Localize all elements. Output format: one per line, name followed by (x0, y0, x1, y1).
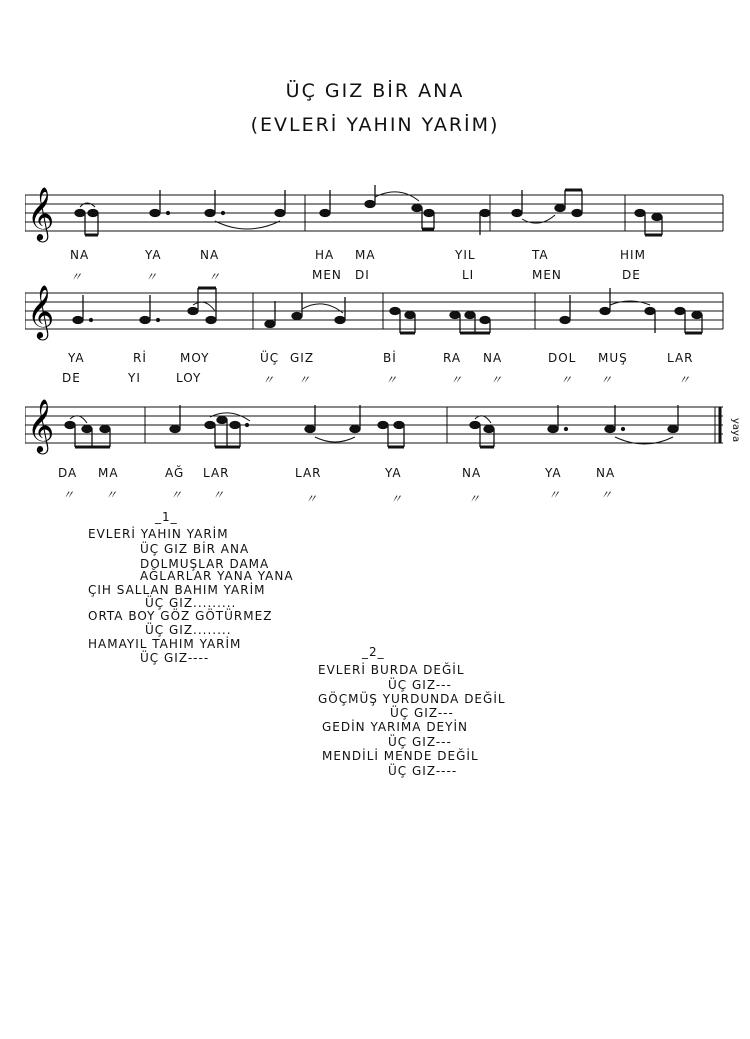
lyric-1-8: HIM (620, 248, 646, 262)
lyric-2-alt-1: DE (62, 371, 81, 385)
lyric-2-alt-4: 〃 (262, 373, 275, 387)
lyric-3-alt-8: 〃 (548, 488, 561, 502)
verse-2-line: GÖÇMÜŞ YURDUNDA DEĞİL (318, 692, 506, 706)
lyric-3-alt-5: 〃 (305, 492, 318, 506)
lyric-3-alt-4: 〃 (212, 488, 225, 502)
lyric-2-alt-6: 〃 (385, 373, 398, 387)
lyric-2-alt-5: 〃 (298, 373, 311, 387)
lyric-3-alt-1: 〃 (62, 488, 75, 502)
staff-line-1 (25, 185, 725, 255)
lyric-1-alt-3: 〃 (208, 270, 221, 284)
lyric-2-8: NA (483, 351, 503, 365)
lyric-2-1: YA (68, 351, 85, 365)
lyric-1-alt-8: DE (622, 268, 641, 282)
song-title: ÜÇ GIZ BİR ANA (285, 80, 465, 102)
side-label: yaya (730, 418, 741, 443)
verse-1-line: ÜÇ GIZ---- (140, 651, 210, 665)
verse-1-number: _1_ (155, 510, 178, 524)
lyric-2-alt-2: YI (128, 371, 141, 385)
staff-line-3 (25, 397, 725, 467)
lyric-1-alt-7: MEN (532, 268, 562, 282)
lyric-2-alt-3: LOY (176, 371, 202, 385)
verse-1-line: ÜÇ GIZ........ (145, 623, 232, 637)
verse-2-line: ÜÇ GIZ--- (390, 706, 454, 720)
lyric-1-2: YA (145, 248, 162, 262)
verse-1-line: HAMAYIL TAHIM YARİM (88, 637, 242, 651)
verse-2-number: _2_ (362, 645, 385, 659)
lyric-1-4: HA (315, 248, 335, 262)
lyric-2-10: MUŞ (598, 351, 628, 365)
verse-1-line: DOLMUŞLAR DAMA (140, 557, 270, 571)
lyric-2-alt-7: 〃 (450, 373, 463, 387)
lyric-3-2: MA (98, 466, 119, 480)
lyric-2-4: ÜÇ (260, 351, 280, 365)
lyric-2-alt-10: 〃 (600, 373, 613, 387)
lyric-2-alt-11: 〃 (678, 373, 691, 387)
lyric-1-1: NA (70, 248, 90, 262)
lyric-2-alt-8: 〃 (490, 373, 503, 387)
lyric-1-alt-1: 〃 (70, 270, 83, 284)
lyric-1-alt-4: MEN (312, 268, 342, 282)
verse-2-line: MENDİLİ MENDE DEĞİL (322, 749, 479, 763)
lyric-3-3: AĞ (165, 466, 185, 480)
lyric-3-alt-6: 〃 (390, 492, 403, 506)
verse-2-line: ÜÇ GIZ---- (388, 764, 458, 778)
lyric-3-alt-9: 〃 (600, 488, 613, 502)
lyric-2-6: Bİ (383, 351, 397, 365)
lyric-1-6: YIL (455, 248, 476, 262)
verse-1-line: ÜÇ GIZ......... (145, 596, 237, 610)
lyric-3-8: YA (545, 466, 562, 480)
lyric-2-11: LAR (667, 351, 694, 365)
verse-1-line: AĞLARLAR YANA YANA (140, 569, 294, 583)
svg-text:𝄞: 𝄞 (27, 398, 55, 452)
svg-text:𝄞: 𝄞 (27, 186, 55, 240)
lyric-2-7: RA (443, 351, 462, 365)
lyric-2-3: MOY (180, 351, 210, 365)
lyric-3-4: LAR (203, 466, 230, 480)
lyric-1-alt-2: 〃 (145, 270, 158, 284)
lyric-2-alt-9: 〃 (560, 373, 573, 387)
lyric-3-9: NA (596, 466, 616, 480)
verse-1-line: EVLERİ YAHIN YARİM (88, 527, 229, 541)
lyric-3-7: NA (462, 466, 482, 480)
staff-line-2 (25, 283, 725, 353)
lyric-3-6: YA (385, 466, 402, 480)
lyric-3-alt-2: 〃 (105, 488, 118, 502)
lyric-1-alt-6: LI (462, 268, 475, 282)
lyric-3-5: LAR (295, 466, 322, 480)
verse-1-line: ÇIH SALLAN BAHIM YARİM (88, 583, 266, 597)
lyric-3-alt-3: 〃 (170, 488, 183, 502)
verse-2-line: EVLERİ BURDA DEĞİL (318, 663, 465, 677)
verse-2-line: GEDİN YARIMA DEYİN (322, 720, 468, 734)
lyric-3-alt-7: 〃 (468, 492, 481, 506)
lyric-1-7: TA (532, 248, 549, 262)
verse-1-line: ÜÇ GIZ BİR ANA (140, 542, 250, 556)
song-subtitle: (EVLERİ YAHIN YARİM) (250, 114, 500, 136)
lyric-3-1: DA (58, 466, 78, 480)
svg-text:𝄞: 𝄞 (27, 284, 55, 338)
lyric-1-5: MA (355, 248, 376, 262)
lyric-2-9: DOL (548, 351, 577, 365)
lyric-1-alt-5: DI (355, 268, 370, 282)
lyric-1-3: NA (200, 248, 220, 262)
verse-2-line: ÜÇ GIZ--- (388, 678, 452, 692)
lyric-2-5: GIZ (290, 351, 315, 365)
verse-2-line: ÜÇ GIZ--- (388, 735, 452, 749)
lyric-2-2: Rİ (133, 351, 147, 365)
verse-1-line: ORTA BOY GÖZ GÖTÜRMEZ (88, 609, 273, 623)
